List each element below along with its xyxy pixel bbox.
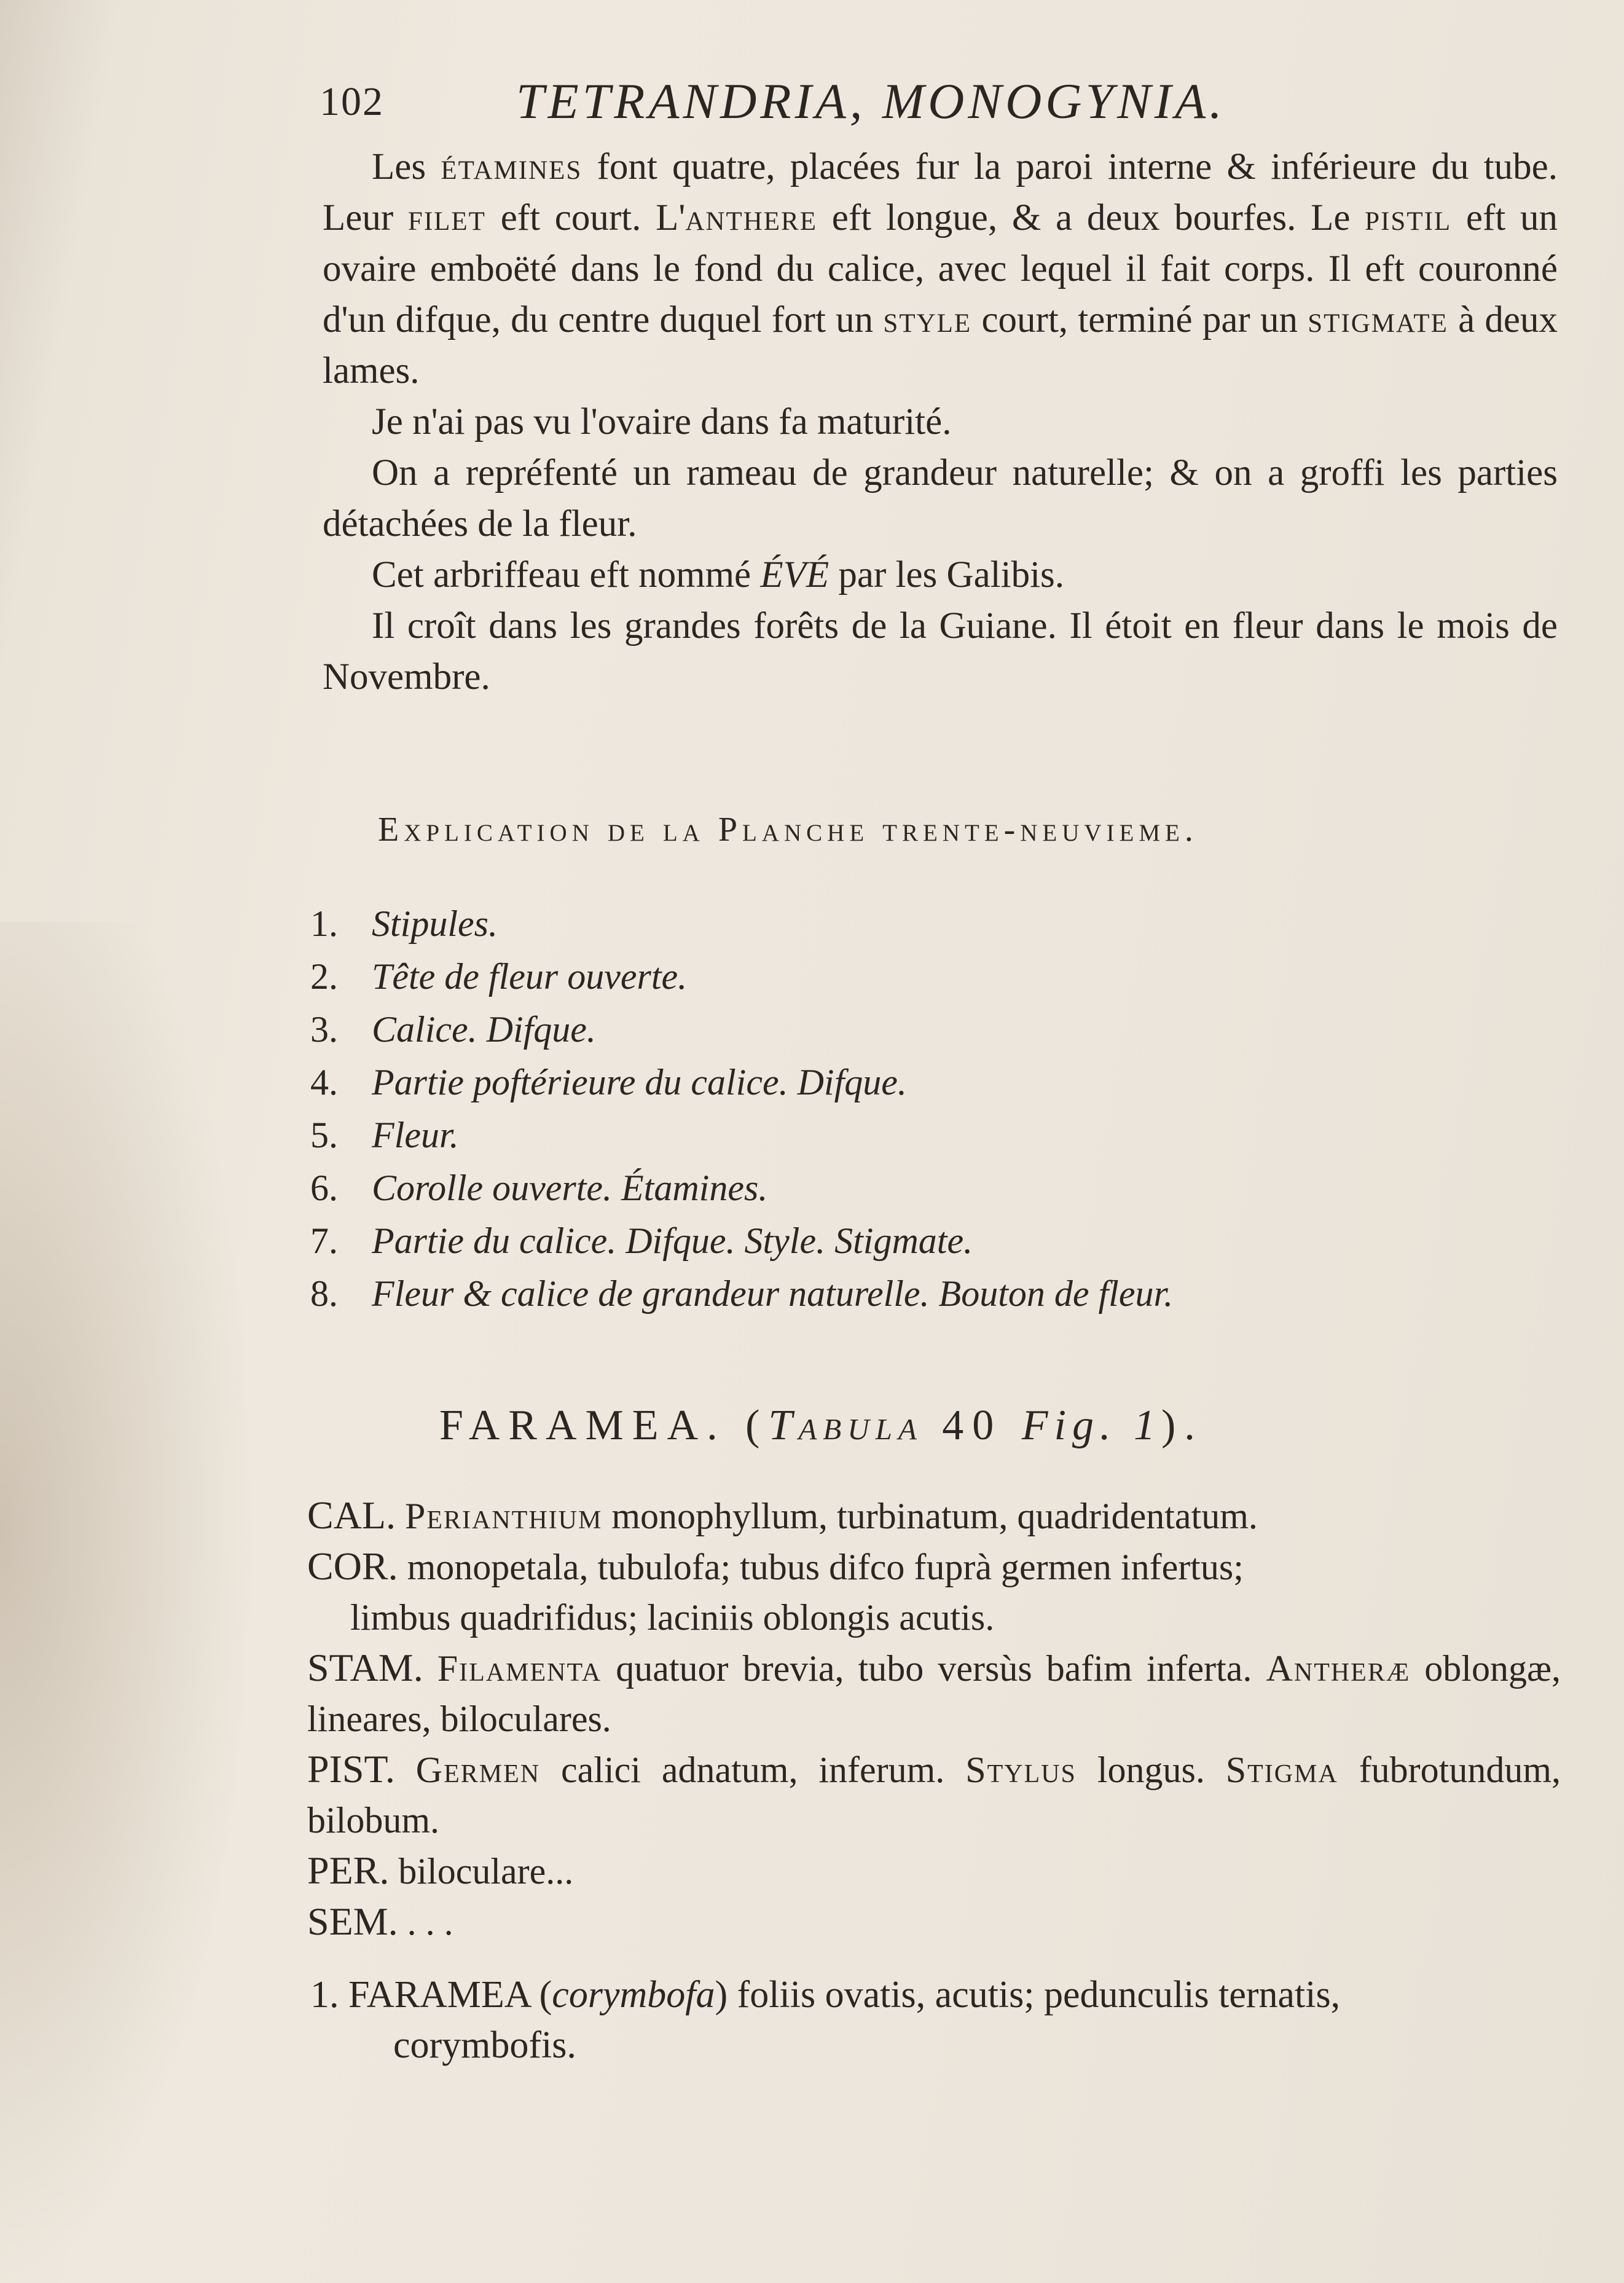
figure-item: 1. Stipules. [310,903,498,944]
figure-item: 2. Tête de fleur ouverte. [310,956,688,997]
paragraph-illustration: On a repréfenté un rameau de grandeur naturelle; & on a groffi les parties détachées de la fleur. [323,452,1558,544]
species-line: 1. FARAMEA (corymbofa) foliis ovatis, acutis; pedunculis ternatis, [310,1974,1341,2016]
figure-item: 5. Fleur. [310,1115,459,1155]
section-title: Explication de la Planche trente-neuvieme. [378,811,1198,849]
desc-corolla: COR. monopetala, tubulofa; tubus difco fuprà germen infertus; [307,1544,1244,1588]
desc-pericarp: PER. biloculare... [307,1849,574,1892]
running-title: TETRANDRIA, MONOGYNIA. [516,73,1226,129]
species-entry [310,1970,1558,2070]
figure-item: 4. Partie poftérieure du calice. Difque. [310,1062,907,1102]
paragraph-ovary: Je n'ai pas vu l'ovaire dans fa maturité. [372,401,952,442]
page-number: 102 [320,79,384,124]
desc-stamens: STAM. Filamenta quatuor brevia, tubo versùs bafim inferta. Antheræ oblongæ, lineares, biloculares. [307,1646,1561,1739]
paragraph-stamens: Les étamines font quatre, placées fur la paroi interne & inférieure du tube. Leur filet eft court. L'anthere eft longue, & a deux bourfes. Le pistil eft un ovaire emboëté dans le fond du calice, avec lequel il fait corps. Il eft couronné d'un difque, du centre duquel fort un style court, terminé par un stigmate à deux lames. [323,146,1558,391]
desc-corolla-cont: limbus quadrifidus; laciniis oblongis acutis. [350,1597,995,1638]
figure-item: 7. Partie du calice. Difque. Style. Stigmate. [310,1220,973,1261]
desc-pistil: PIST. Germen calici adnatum, inferum. Stylus longus. Stigma fubrotundum, bilobum. [307,1747,1561,1841]
species-line-cont: corymbofis. [393,2024,576,2066]
figure-item: 3. Calice. Difque. [310,1009,596,1050]
figure-list [310,897,1539,1320]
desc-calyx: CAL. Perianthium monophyllum, turbinatum, quadridentatum. [307,1493,1258,1537]
figure-item: 6. Corolle ouverte. Étamines. [310,1168,768,1208]
genus-description [307,1490,1561,1947]
paragraph-name: Cet arbriffeau eft nommé ÉVÉ par les Galibis. [372,554,1064,595]
running-header [320,73,1401,140]
body-text [323,141,1558,702]
genus-heading: FARAMEA. (Tabula 40 Fig. 1). [439,1402,1204,1449]
figure-item: 8. Fleur & calice de grandeur naturelle. Bouton de fleur. [310,1273,1174,1314]
desc-seed: SEM. . . . [307,1900,453,1943]
page-stain [0,922,258,2283]
paragraph-habitat: Il croît dans les grandes forêts de la Guiane. Il étoit en fleur dans le mois de Novembre. [323,605,1558,697]
